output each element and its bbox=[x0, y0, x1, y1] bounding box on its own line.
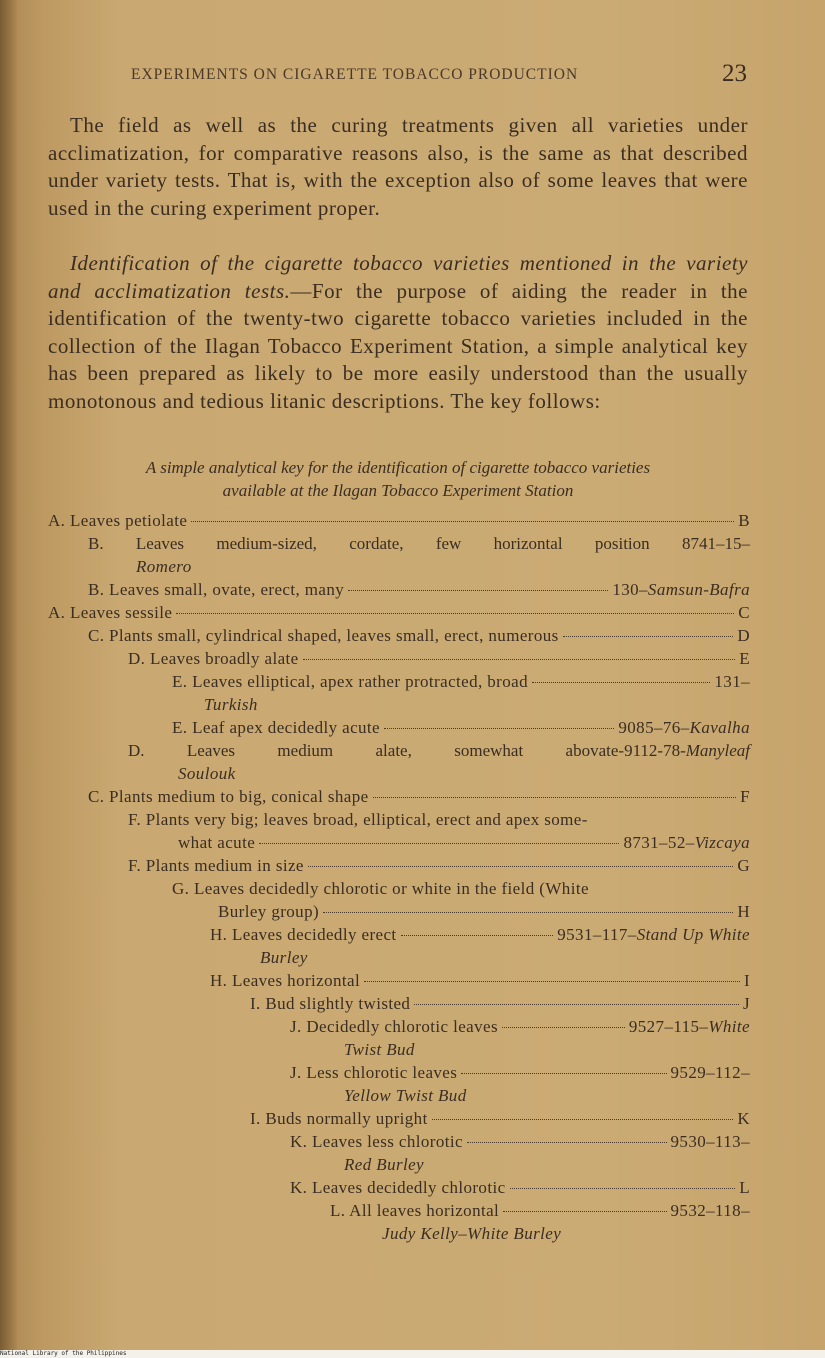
key-title-line-1: A simple analytical key for the identification of cigarette tobacco varieties bbox=[145, 458, 651, 477]
key-line-G1-cont: Burley group) H bbox=[218, 902, 750, 921]
key-line-L1: L. All leaves horizontal 9532–118– bbox=[330, 1201, 750, 1220]
key-line-F1-cont: what acute 8731–52–Vizcaya bbox=[178, 833, 750, 852]
key-line-H2: H. Leaves horizontal I bbox=[210, 971, 750, 990]
key-line-B2: B. Leaves small, ovate, erect, many 130–Samsun-Bafra bbox=[88, 580, 750, 599]
paragraph-1-text: The field as well as the curing treatments given all varieties under acclimatization, for comparative reasons also, is the same as that described under variety tests. That is, with the exception also of some leaves that were used in the curing experiment proper. bbox=[48, 113, 748, 220]
key-line-D2: D. Leaves medium alate, somewhat abovate-9112-78-Manyleaf bbox=[128, 741, 750, 760]
key-line-K2: K. Leaves decidedly chlorotic L bbox=[290, 1178, 750, 1197]
variety-samsun-bafra: Samsun-Bafra bbox=[647, 580, 750, 599]
paragraph-2 bbox=[48, 250, 748, 415]
variety-red-burley: Red Burley bbox=[344, 1155, 424, 1174]
page-number: 23 bbox=[722, 60, 747, 87]
key-line-B1: B. Leaves medium-sized, cordate, few horizontal position 8741–15– bbox=[88, 534, 750, 553]
key-title bbox=[48, 456, 748, 502]
variety-soulouk: Soulouk bbox=[178, 764, 236, 783]
variety-burley: Burley bbox=[260, 948, 308, 967]
variety-vizcaya: Vizcaya bbox=[694, 833, 750, 852]
running-head: EXPERIMENTS ON CIGARETTE TOBACCO PRODUCTION bbox=[131, 66, 579, 83]
key-line-I1: I. Bud slightly twisted J bbox=[250, 994, 750, 1013]
key-line-D1: D. Leaves broadly alate E bbox=[128, 649, 750, 668]
key-line-I2: I. Buds normally upright K bbox=[250, 1109, 750, 1128]
key-line-G1: G. Leaves decidedly chlorotic or white in the field (White bbox=[172, 879, 589, 898]
variety-turkish: Turkish bbox=[204, 695, 258, 714]
key-line-E2: E. Leaf apex decidedly acute 9085–76–Kavalha bbox=[172, 718, 750, 737]
variety-judy-kelly-white-burley: Judy Kelly–White Burley bbox=[382, 1224, 562, 1243]
key-line-F1: F. Plants very big; leaves broad, elliptical, erect and apex some- bbox=[128, 810, 588, 829]
variety-white: White bbox=[708, 1017, 750, 1036]
key-line-K1: K. Leaves less chlorotic 9530–113– bbox=[290, 1132, 750, 1151]
key-line-J2: J. Less chlorotic leaves 9529–112– bbox=[290, 1063, 750, 1082]
variety-yellow-twist-bud: Yellow Twist Bud bbox=[344, 1086, 467, 1105]
variety-stand-up-white: Stand Up White bbox=[636, 925, 750, 944]
variety-twist-bud: Twist Bud bbox=[344, 1040, 415, 1059]
binding-shadow bbox=[0, 0, 18, 1350]
key-line-A1: A. Leaves petiolate B bbox=[48, 511, 750, 530]
paragraph-2-rest: —For the purpose of aiding the reader in the identification of the twenty-two cigarette tobacco varieties included in the collection of the Ilagan Tobacco Experiment Station, a simple analytical key has been prepared as likely to be more easily understood than the usually monotonous and tedious litanic descriptions. The key follows: bbox=[48, 278, 749, 413]
key-line-A2: A. Leaves sessile C bbox=[48, 603, 750, 622]
key-line-C1: C. Plants small, cylindrical shaped, leaves small, erect, numerous D bbox=[88, 626, 750, 645]
key-line-E1: E. Leaves elliptical, apex rather protracted, broad 131– bbox=[172, 672, 750, 691]
variety-romero: Romero bbox=[136, 557, 192, 576]
variety-manyleaf: Manyleaf bbox=[685, 741, 750, 760]
paragraph-2-italic-lead: Identification of the cigarette tobacco varieties mentioned in the variety and acclimatization tests. bbox=[48, 251, 748, 303]
footer-credit: National Library of the Philippines bbox=[0, 1350, 127, 1357]
paragraph-1 bbox=[48, 112, 748, 222]
variety-kavalha: Kavalha bbox=[689, 718, 750, 737]
key-line-C2: C. Plants medium to big, conical shape F bbox=[88, 787, 750, 806]
key-title-line-2: available at the Ilagan Tobacco Experiment Station bbox=[222, 481, 574, 500]
key-line-H1: H. Leaves decidedly erect 9531–117–Stand Up White bbox=[210, 925, 750, 944]
key-line-J1: J. Decidedly chlorotic leaves 9527–115–White bbox=[290, 1017, 750, 1036]
key-line-F2: F. Plants medium in size G bbox=[128, 856, 750, 875]
